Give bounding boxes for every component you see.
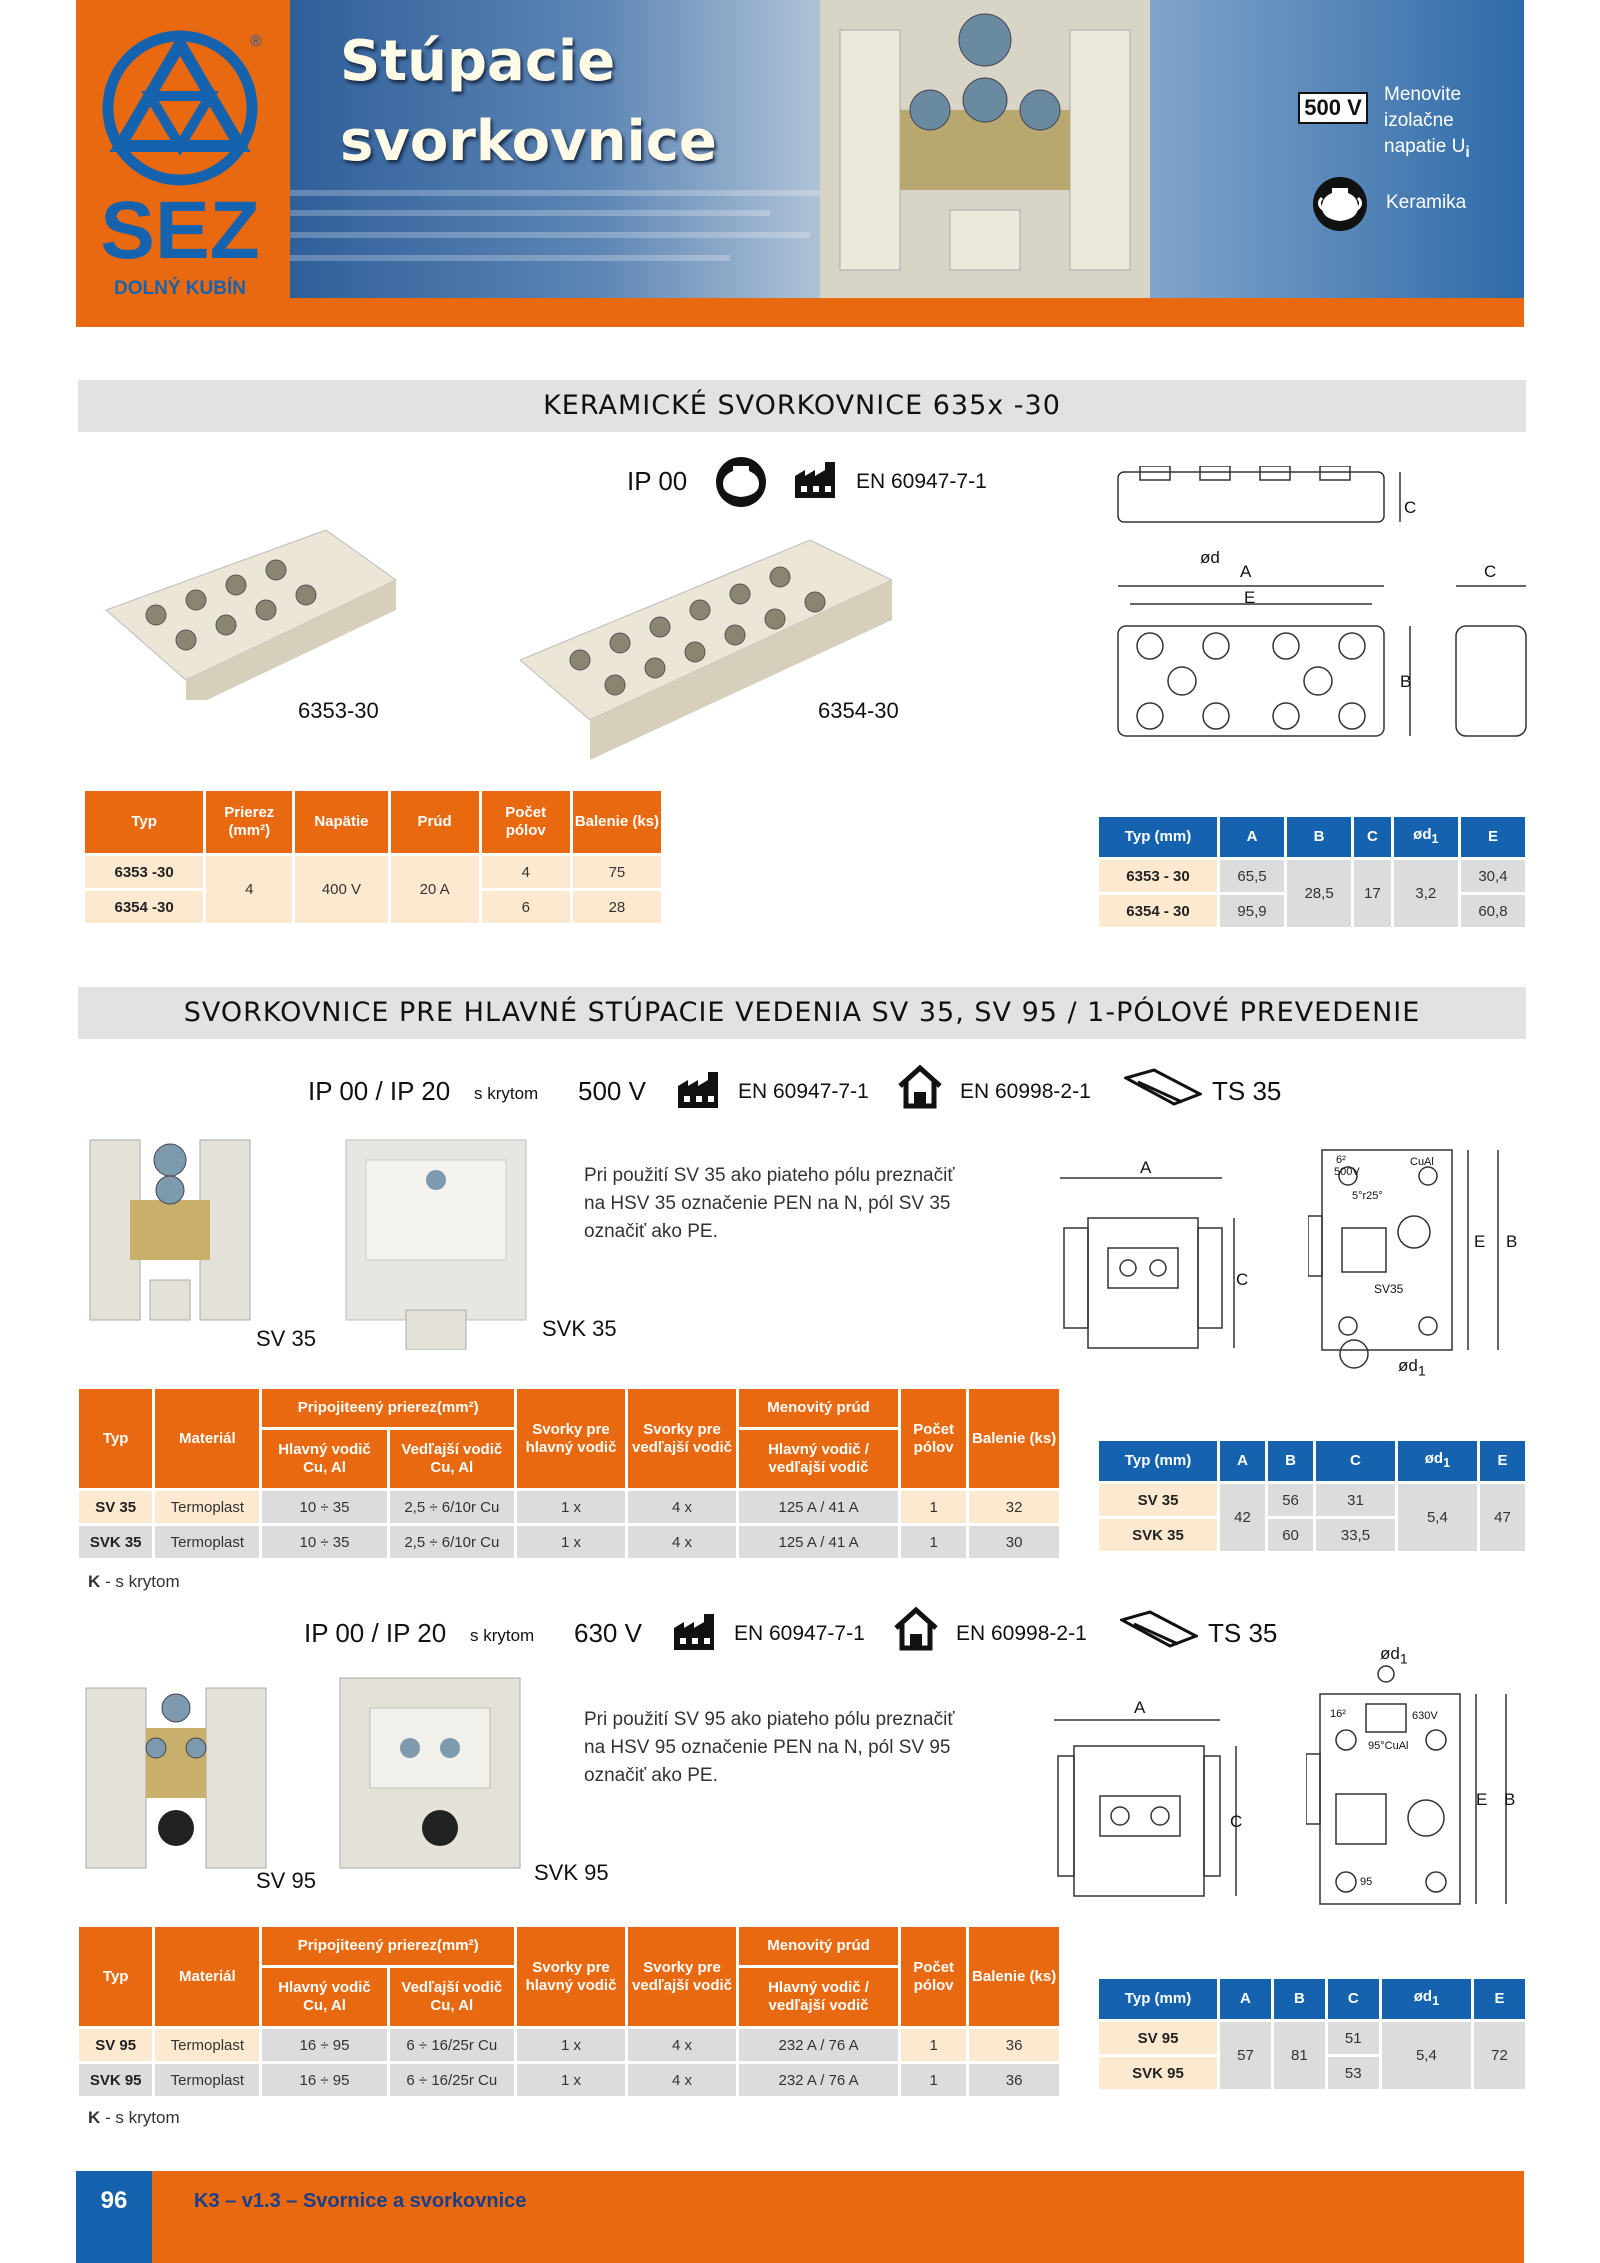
product-photo-6353 [106,520,396,700]
header-menovity-group: Menovitý prúd [739,1927,898,1965]
dims-header-od-sub: 1 [1431,832,1439,846]
cell-E: 30,4 [1461,860,1525,892]
dims-header-typ: Typ (mm) [1099,1441,1217,1481]
technical-drawing-635x [1110,466,1540,748]
photo-label-6353: 6353-30 [298,698,379,723]
cell-C: 17 [1354,860,1391,927]
dims-header-A: A [1220,817,1284,857]
cell-E: 72 [1474,2022,1525,2089]
drawing-label-E: E [1476,1790,1488,1809]
header-typ: Typ [79,1927,152,2026]
header-prierez: Prierez (mm²) [206,791,292,853]
section1-spec-table [82,788,664,926]
cell-A: 57 [1220,2022,1271,2089]
cell-prud: 232 A / 76 A [739,2029,898,2061]
table-row [79,2029,1059,2061]
factory-icon [676,1068,722,1110]
drawing-mark-s: 16² [1330,1708,1346,1720]
drawing-label-od-text: ød [1380,1644,1400,1663]
logo-city: DOLNÝ KUBÍN [114,278,246,298]
footnote-text: - s krytom [100,2108,180,2127]
section2-footnote [88,1572,180,1592]
section3-ip-note: s krytom [470,1626,535,1645]
product-photo-svk35 [336,1120,536,1350]
drawing-label-C: C [1230,1812,1243,1831]
cell-B: 60 [1268,1519,1313,1551]
cell-svorky-hlavny: 1 x [517,2064,625,2096]
cell-svorky-vedlajsi: 4 x [628,2064,736,2096]
cell-svorky-hlavny: 1 x [517,1526,625,1558]
voltage-desc-line2: napatie U [1384,136,1466,157]
header-banner [290,0,1524,298]
dims-header-typ: Typ (mm) [1099,817,1217,857]
product-photo-sv35 [70,1110,270,1346]
cell-od: 5,4 [1398,1484,1477,1551]
header-napatie: Napätie [295,791,387,853]
header-prud: Prúd [391,791,479,853]
note-line: Pri použití SV 95 ako piateho pólu preznačiť [584,1709,955,1730]
note-line: označiť ako PE. [584,1765,718,1786]
factory-icon [793,458,839,500]
drawing-label-od [1398,1356,1426,1379]
voltage-desc-line1: Menovite izolačne [1384,84,1462,131]
photo-label-6354: 6354-30 [818,698,899,723]
note-line: označiť ako PE. [584,1221,718,1242]
drawing-label-A: A [1240,562,1252,581]
header-prierez-group: Pripojiteený prierez(mm²) [262,1927,514,1965]
header-material: Materiál [155,1927,259,2026]
product-photo-svk95 [330,1658,530,1886]
header-hlavny: Hlavný vodič Cu, Al [262,1968,386,2026]
cell-balenie: 30 [969,1526,1059,1558]
cell-pocet: 6 [482,891,570,923]
dims-header-C: C [1316,1441,1395,1481]
cell-A: 65,5 [1220,860,1284,892]
drawing-label-od-sub: 1 [1417,1363,1426,1380]
section3-ip-rating: IP 00 / IP 20 [304,1618,447,1648]
cell-E: 60,8 [1461,895,1525,927]
cell-typ: SV 95 [79,2029,152,2061]
cell-typ: SVK 95 [1099,2057,1217,2089]
table-row [1099,1484,1525,1516]
technical-drawing-sv35-side [1058,1148,1258,1360]
section2-voltage: 500 V [578,1076,646,1106]
photo-label-svk35: SVK 35 [542,1316,617,1341]
cell-hlavny: 10 ÷ 35 [262,1491,386,1523]
drawing-label-C: C [1236,1270,1249,1289]
cell-material: Termoplast [155,2029,259,2061]
cell-typ: SV 35 [1099,1484,1217,1516]
cell-vedlajsi: 2,5 ÷ 6/10r Cu [390,1526,514,1558]
product-photo-sv95 [76,1648,276,1888]
cell-prud: 232 A / 76 A [739,2064,898,2096]
sez-logo [76,0,290,298]
header-material: Materiál [155,1389,259,1488]
section1-standard: EN 60947-7-1 [856,470,987,493]
table-row [79,1526,1059,1558]
drawing-label-B: B [1506,1232,1518,1251]
cell-svorky-vedlajsi: 4 x [628,2029,736,2061]
photo-label-sv95: SV 95 [256,1868,316,1893]
footnote-k: K [88,1572,101,1591]
drawing-mark-v: 500V [1334,1166,1360,1178]
dims-header-C: C [1328,1979,1379,2019]
drawing-label-od [1200,548,1220,568]
cell-typ: SVK 35 [1099,1519,1217,1551]
banner-product-photo [820,0,1150,298]
dims-header-B: B [1268,1441,1313,1481]
header-pocet: Počet pólov [482,791,570,853]
header-vedlajsi: Vedľajší vodič Cu, Al [390,1968,514,2026]
drawing-mark-sv: SV35 [1374,1282,1404,1296]
din-rail-icon [1124,1066,1202,1110]
header-typ: Typ [85,791,203,853]
cell-C: 51 [1328,2022,1379,2054]
drawing-label-B: B [1504,1790,1516,1809]
cell-balenie: 36 [969,2064,1059,2096]
section3-spec-table [76,1924,1062,2099]
product-photo-6354 [520,520,892,760]
dims-header-od [1394,817,1458,857]
header-menovity: Hlavný vodič / vedľajší vodič [739,1430,898,1488]
cell-od: 3,2 [1394,860,1458,927]
section2-standard2: EN 60998-2-1 [960,1080,1091,1103]
table-row [1099,2022,1525,2054]
dims-header-typ: Typ (mm) [1099,1979,1217,2019]
cell-material: Termoplast [155,2064,259,2096]
cell-A: 42 [1220,1484,1265,1551]
material-description: Keramika [1386,192,1467,213]
footnote-k: K [88,2108,101,2127]
dims-header-C: C [1354,817,1391,857]
photo-label-sv35: SV 35 [256,1326,316,1351]
table-row [1099,860,1525,892]
header-svorky-hlavny: Svorky pre hlavný vodič [517,1927,625,2026]
header-menovity-group: Menovitý prúd [739,1389,898,1427]
voltage-badge: 500 V [1298,92,1368,124]
section2-standard1: EN 60947-7-1 [738,1080,869,1103]
drawing-label-od-sub: 1 [1399,1651,1408,1668]
drawing-mark-v: 630V [1412,1710,1438,1722]
section3-footnote [88,2108,180,2128]
cell-typ: SVK 35 [79,1526,152,1558]
drawing-label-B: B [1400,672,1412,691]
house-icon [896,1064,946,1110]
section2-dims-table [1096,1438,1528,1554]
cell-svorky-vedlajsi: 4 x [628,1526,736,1558]
section2-ip-rating: IP 00 / IP 20 [308,1076,451,1106]
voltage-desc-sub: i [1465,143,1470,161]
cell-material: Termoplast [155,1526,259,1558]
note-line: na HSV 95 označenie PEN na N, pól SV 95 [584,1737,951,1758]
cell-balenie: 32 [969,1491,1059,1523]
photo-label-svk95: SVK 95 [534,1860,609,1885]
header-band [76,0,1524,327]
dims-header-B: B [1287,817,1351,857]
header-vedlajsi: Vedľajší vodič Cu, Al [390,1430,514,1488]
cell-B: 28,5 [1287,860,1351,927]
dims-header-od-text: ød [1413,1988,1433,2005]
cell-prierez: 4 [206,856,292,923]
cell-typ: SVK 95 [79,2064,152,2096]
cell-pocet: 4 [482,856,570,888]
cell-typ: SV 95 [1099,2022,1217,2054]
cell-E: 47 [1480,1484,1525,1551]
header-prierez-group: Pripojiteený prierez(mm²) [262,1389,514,1427]
drawing-label-E: E [1474,1232,1486,1251]
cell-hlavny: 10 ÷ 35 [262,1526,386,1558]
header-pocet: Počet pólov [901,1927,966,2026]
cell-typ: SV 35 [79,1491,152,1523]
drawing-label-od [1380,1644,1408,1667]
cell-prud: 20 A [391,856,479,923]
section2-note [584,1162,954,1246]
banner-title-line1: Stúpacie [340,29,616,94]
dims-header-od [1398,1441,1477,1481]
header-pocet: Počet pólov [901,1389,966,1488]
cell-C: 53 [1328,2057,1379,2089]
dims-header-od-sub: 1 [1443,1456,1451,1470]
header-hlavny: Hlavný vodič Cu, Al [262,1430,386,1488]
footnote-text: - s krytom [100,1572,180,1591]
cell-pocet: 1 [901,2064,966,2096]
drawing-label-A: A [1140,1158,1152,1177]
table-row [79,1491,1059,1523]
section1-ip-rating: IP 00 [627,466,688,496]
header-svorky-vedlajsi: Svorky pre vedľajší vodič [628,1927,736,2026]
cell-C: 31 [1316,1484,1395,1516]
technical-drawing-sv95-front [1306,1664,1530,1922]
cell-typ: 6353 - 30 [1099,860,1217,892]
dims-header-od [1382,1979,1471,2019]
cell-napatie: 400 V [295,856,387,923]
cell-B: 81 [1274,2022,1325,2089]
footer-band [76,2171,1524,2263]
drawing-label-C-side: C [1484,562,1497,581]
cell-svorky-hlavny: 1 x [517,2029,625,2061]
header-typ: Typ [79,1389,152,1488]
section2-ip-note: s krytom [474,1084,539,1103]
cell-hlavny: 16 ÷ 95 [262,2029,386,2061]
dims-header-A: A [1220,1441,1265,1481]
dims-header-od-sub: 1 [1432,1994,1440,2008]
note-line: na HSV 35 označenie PEN na N, pól SV 35 [584,1193,951,1214]
header-balenie: Balenie (ks) [573,791,661,853]
header-menovity: Hlavný vodič / vedľajší vodič [739,1968,898,2026]
cell-hlavny: 16 ÷ 95 [262,2064,386,2096]
cell-pocet: 1 [901,1526,966,1558]
note-line: Pri použití SV 35 ako piateho pólu preznačiť [584,1165,955,1186]
cell-od: 5,4 [1382,2022,1471,2089]
drawing-mark-cual: CuAl [1410,1156,1434,1168]
cell-pocet: 1 [901,1491,966,1523]
page-number: 96 [76,2171,152,2263]
drawing-label-E: E [1244,588,1256,607]
dims-header-A: A [1220,1979,1271,2019]
section2-rail: TS 35 [1212,1076,1282,1106]
drawing-label-A: A [1134,1698,1146,1717]
cell-typ: 6354 - 30 [1099,895,1217,927]
dims-header-B: B [1274,1979,1325,2019]
dims-header-E: E [1474,1979,1525,2019]
header-balenie: Balenie (ks) [969,1927,1059,2026]
banner-title-line2: svorkovnice [340,109,717,174]
dims-header-E: E [1480,1441,1525,1481]
house-icon [892,1606,942,1652]
cell-svorky-vedlajsi: 4 x [628,1491,736,1523]
technical-drawing-sv95-side [1050,1706,1260,1906]
drawing-mark-w: 95 [1360,1876,1373,1888]
header-svorky-vedlajsi: Svorky pre vedľajší vodič [628,1389,736,1488]
section3-standard1: EN 60947-7-1 [734,1622,865,1645]
cell-prud: 125 A / 41 A [739,1526,898,1558]
cell-typ: 6354 -30 [85,891,203,923]
dims-header-E: E [1461,817,1525,857]
ceramic-vase-icon [1312,176,1368,232]
cell-pocet: 1 [901,2029,966,2061]
din-rail-icon [1120,1608,1198,1652]
cell-balenie: 28 [573,891,661,923]
registered-mark: ® [250,33,262,50]
cell-balenie: 75 [573,856,661,888]
section3-voltage: 630 V [574,1618,642,1648]
sez-logo-icon [76,0,290,298]
drawing-mark-t: 5°r25° [1352,1190,1383,1202]
section3-standard2: EN 60998-2-1 [956,1622,1087,1645]
cell-C: 33,5 [1316,1519,1395,1551]
dims-header-od-text: ød [1413,826,1432,843]
logo-brand: SEZ [100,185,260,276]
cell-typ: 6353 -30 [85,856,203,888]
table-row [79,2064,1059,2096]
section2-spec-table [76,1386,1062,1561]
drawing-mark-cual: 95°CuAl [1368,1740,1409,1752]
cell-svorky-hlavny: 1 x [517,1491,625,1523]
cell-A: 95,9 [1220,895,1284,927]
ceramic-vase-icon [715,456,767,508]
header-balenie: Balenie (ks) [969,1389,1059,1488]
drawing-label-od-text: ød [1398,1356,1418,1375]
cell-vedlajsi: 6 ÷ 16/25r Cu [390,2064,514,2096]
section1-dims-table [1096,814,1528,930]
cell-vedlajsi: 6 ÷ 16/25r Cu [390,2029,514,2061]
drawing-label-od-text: ød [1200,548,1220,567]
cell-balenie: 36 [969,2029,1059,2061]
header-svorky-hlavny: Svorky pre hlavný vodič [517,1389,625,1488]
section3-note [584,1706,954,1790]
cell-prud: 125 A / 41 A [739,1491,898,1523]
dims-header-od-text: ød [1424,1450,1444,1467]
section2-title: SVORKOVNICE PRE HLAVNÉ STÚPACIE VEDENIA SV 35, SV 95 / 1-PÓLOVÉ PREVEDENIE [78,987,1526,1039]
cell-vedlajsi: 2,5 ÷ 6/10r Cu [390,1491,514,1523]
section3-rail: TS 35 [1208,1618,1278,1648]
section3-dims-table [1096,1976,1528,2092]
cell-material: Termoplast [155,1491,259,1523]
cell-B: 56 [1268,1484,1313,1516]
voltage-description [1384,82,1524,166]
banner-title [340,22,717,182]
factory-icon [672,1610,718,1652]
section1-title: KERAMICKÉ SVORKOVNICE 635x -30 [78,380,1526,432]
drawing-mark-s: 6² [1336,1154,1346,1166]
footer-text: K3 – v1.3 – Svornice a svorkovnice [194,2190,527,2212]
drawing-label-C-top: C [1404,498,1417,517]
table-row [85,856,661,888]
